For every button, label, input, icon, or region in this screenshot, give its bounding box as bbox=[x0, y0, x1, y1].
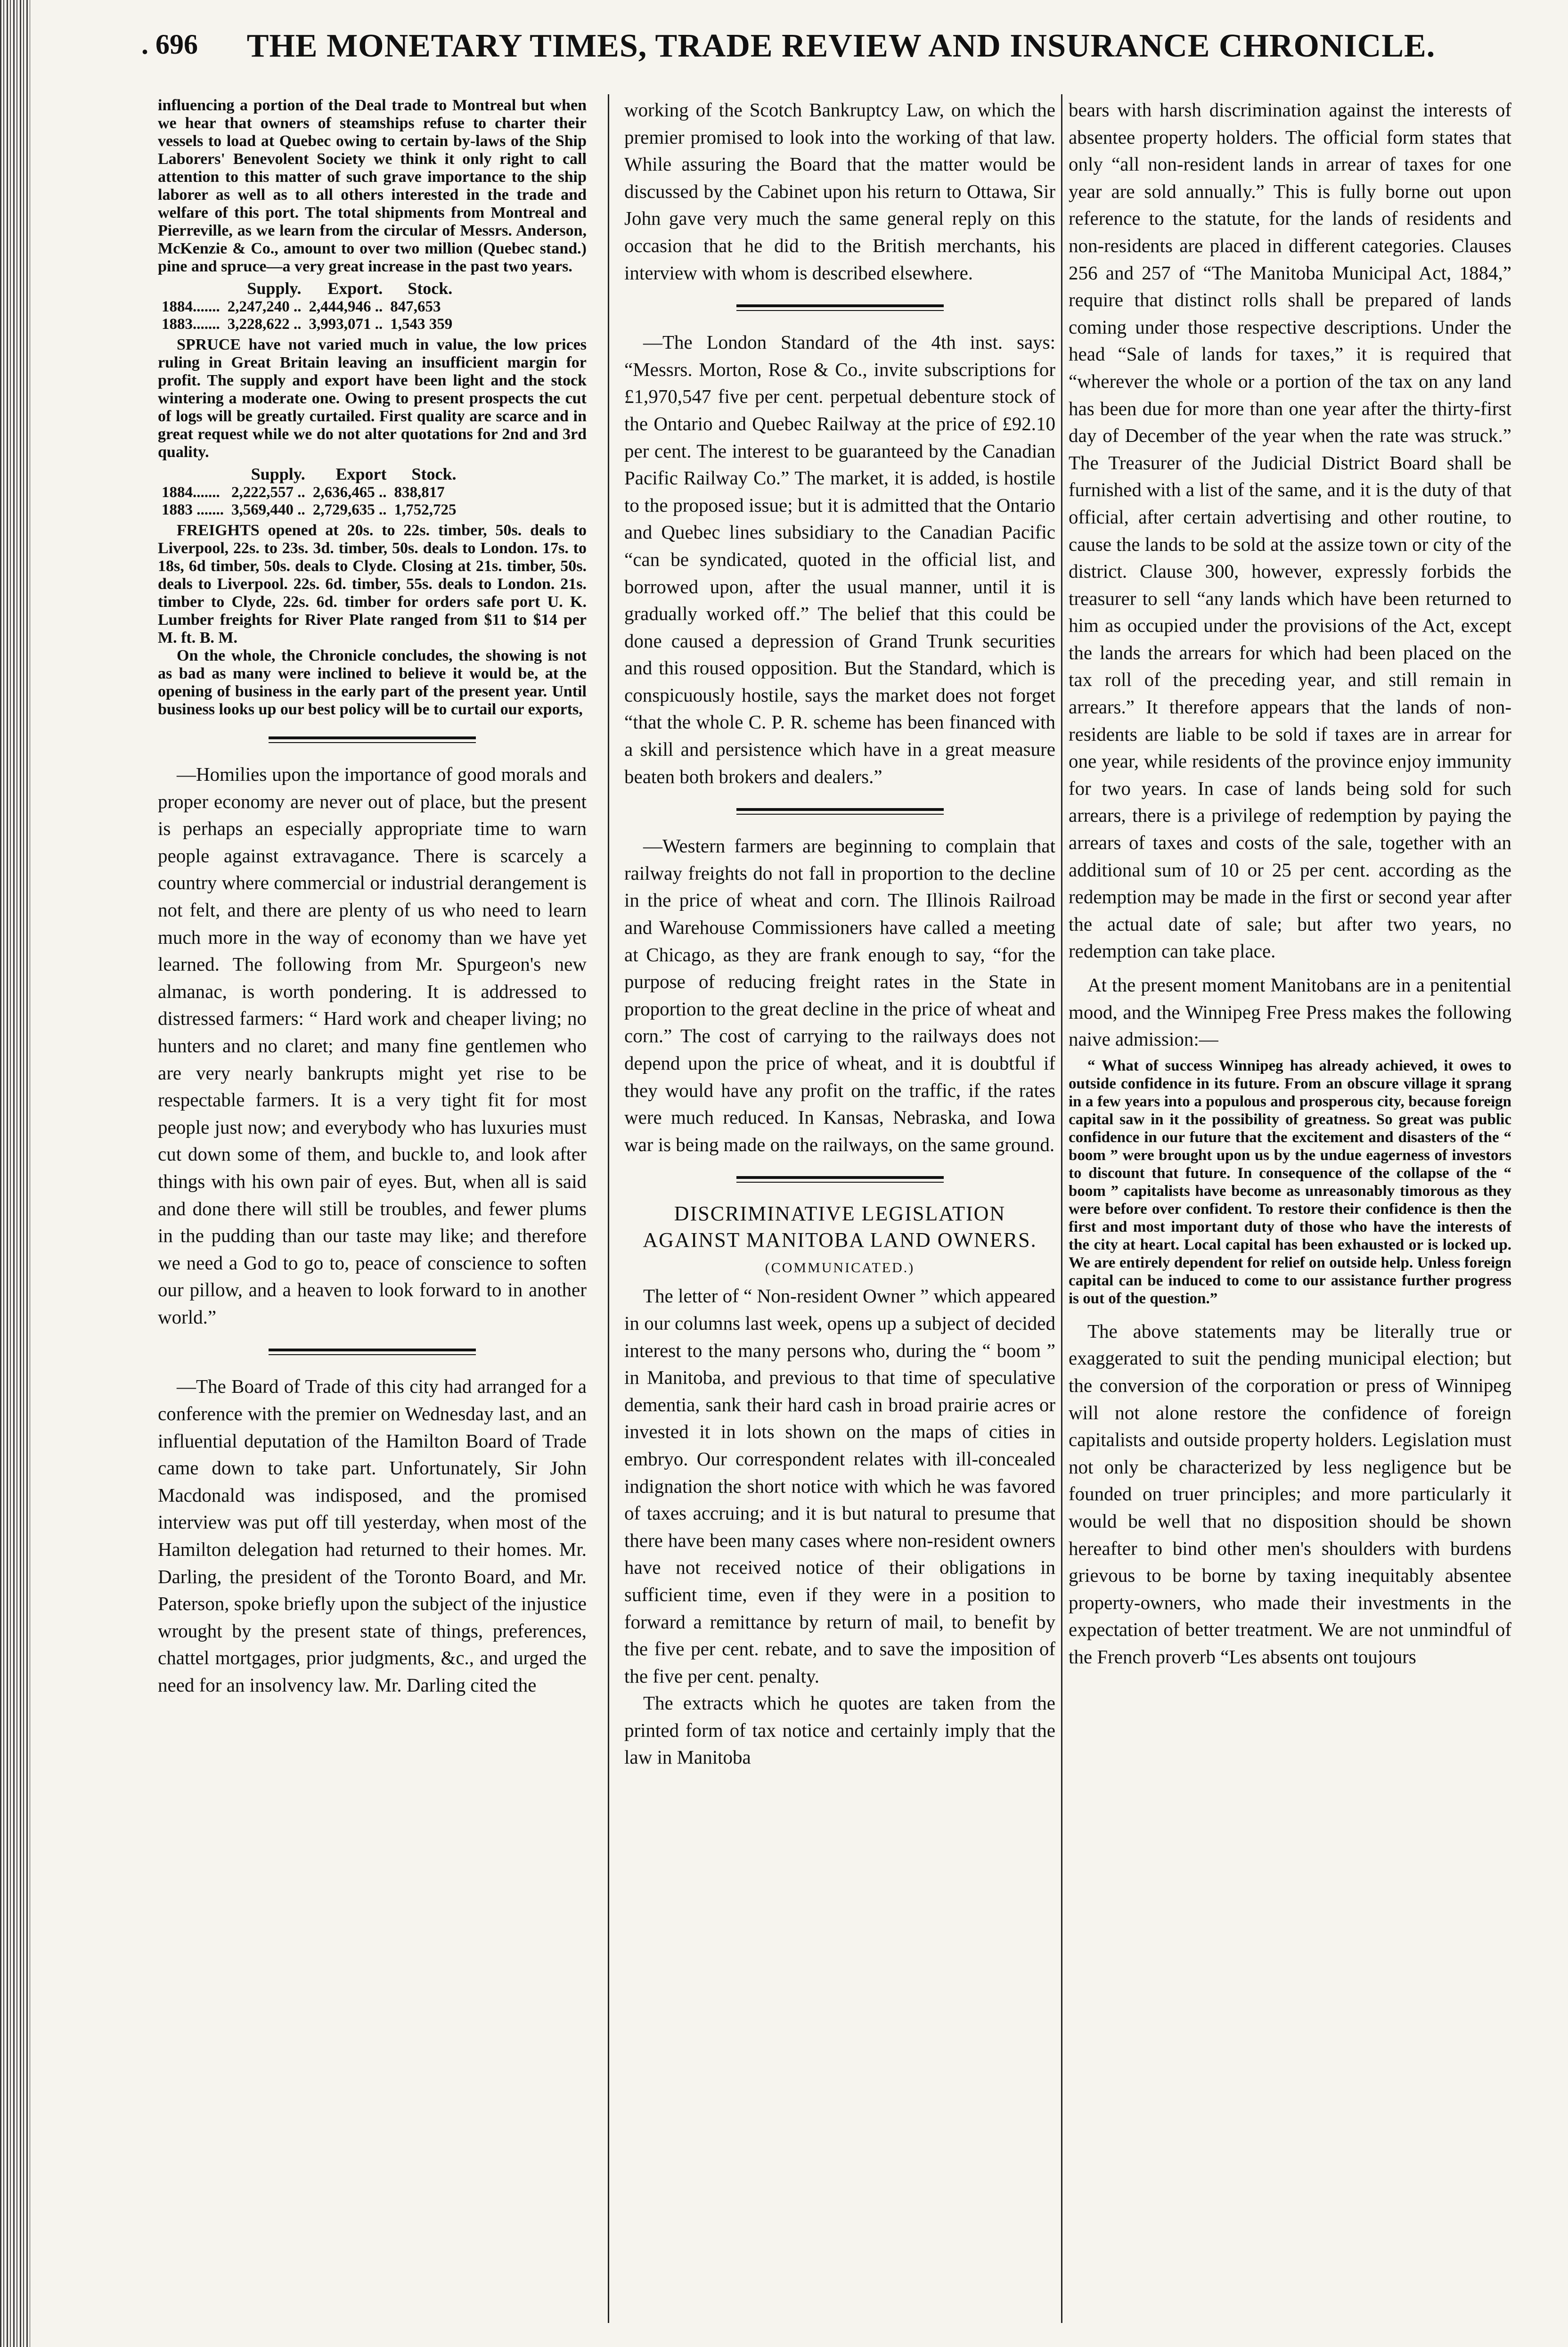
table-header: Supply. bbox=[251, 465, 305, 483]
free-press-quote: “ What of success Winnipeg has already achieved, it owes to outside confidence in its future. From an obscure village it sprang in a few years into a populous and prosperous city, because foreign capital saw in it the possibility of greatness. So great was public confidence in our future that the excitement and disasters of the “ boom ” were brought upon us by the undue eagerness of investors to discount that future. In consequence of the collapse of the “ boom ” capitalists have become as unreasonably timorous as they were before over confident. To restore their confidence is then the first and most important duty of those who have the interests of the city at heart. Local capital has been exhausted or is locked up. We are entirely dependent for relief on outside help. Unless foreign capital can be induced to come to our assistance further progress is out of the question.” bbox=[1069, 1057, 1511, 1307]
table-cell: 1,543 359 bbox=[390, 316, 453, 333]
table-header: Stock. bbox=[411, 465, 457, 483]
table-header: Stock. bbox=[408, 279, 453, 298]
table-header bbox=[158, 278, 224, 298]
penitential-mood-paragraph: At the present moment Manitobans are in a penitential mood, and the Winnipeg Free Press makes the following naive admission:— bbox=[1069, 974, 1511, 1050]
spruce-paragraph: SPRUCE have not varied much in value, the low prices ruling in Great Britain leaving an insufficient margin for profit. The supply and export have been light and the stock wintering a moderate one. Owing to present prospects the cut of logs will be greatly curtailed. First quality are scarce and in great request while we do not alter quotations for 2nd and 3rd quality. bbox=[158, 336, 587, 461]
table-cell: 2,222,557 .. bbox=[231, 484, 305, 501]
western-farmers-paragraph: —Western farmers are beginning to complain that railway freights do not fall in proportion to the decline in the price of wheat and corn. The Illinois Railroad and Warehouse Commissioners have called a meeting at Chicago, as they are frank enough to say, “for the purpose of reducing freight rates in the State in proportion to the great decline in the price of wheat and corn.” The cost of carrying to the railways does not depend upon the price of wheat, and it is doubtful if they would have any profit on the traffic, if the rates were much reduced. In Kansas, Nebraska, and Iowa war is being made on the railways, on the same ground. bbox=[624, 835, 1055, 1155]
column-1 bbox=[158, 97, 587, 2321]
page-number: . 696 bbox=[141, 29, 198, 60]
table-header: Supply. bbox=[247, 279, 302, 298]
deal-trade-paragraph: influencing a portion of the Deal trade to Montreal but when we hear that owners of steamships refuse to charter their vessels to load at Quebec owing to certain by-laws of the Ship Laborers' Benevolent Society we think it only right to call attention to this matter of such grave importance to the ship laborer as well as to all others interested in the trade and welfare of this port. The total shipments from Montreal and Pierreville, as we learn from the circular of Messrs. Anderson, McKenzie & Co., amount to over two million (Quebec stand.) pine and spruce—a very great increase in the past two years. bbox=[158, 97, 587, 275]
column-divider bbox=[608, 94, 609, 2323]
table-cell: 2,444,946 .. bbox=[309, 298, 383, 315]
article-headline: DISCRIMINATIVE LEGISLATION AGAINST MANITOBA LAND OWNERS. bbox=[643, 1202, 1037, 1252]
board-of-trade-paragraph: —The Board of Trade of this city had arranged for a conference with the premier on Wednesday last, and an influential deputation of the Hamilton Board of Trade came down to take part. Unfortunately, Sir John Macdonald was indisposed, and the promised interview was put off till yesterday, when most of the Hamilton delegation had returned to their homes. Mr. Darling, the president of the Toronto Board, and Mr. Paterson, spoke briefly upon the subject of the injustice wrought by the present state of things, preferences, chattel mortgages, prior judgments, &c., and urged the need for an insolvency law. Mr. Darling cited the bbox=[158, 1375, 587, 1696]
table-cell: 2,636,465 .. bbox=[312, 484, 387, 501]
section-separator bbox=[736, 1176, 944, 1183]
table-cell: 3,993,071 .. bbox=[309, 316, 383, 333]
section-separator bbox=[736, 304, 944, 311]
table-cell: 3,228,622 .. bbox=[227, 316, 302, 333]
letter-paragraph: The letter of “ Non-resident Owner ” which appeared in our columns last week, opens up a subject of decided interest to the many persons who, during the “ boom ” in Manitoba, and previous to that time of speculative dementia, sank their hard cash in broad prairie acres or invested it in lots shown on the maps of cities in embryo. Our correspondent relates with ill-concealed indignation the short notice with which he was favored of taxes accruing; and it is but natural to presume that there have been many cases where non-resident owners have not received notice of their obligations in sufficient time, even if they were in a position to forward a remittance by return of mail, to benefit by the five per cent. rebate, and to save the imposition of the five per cent. penalty. bbox=[624, 1285, 1055, 1687]
london-standard-paragraph: —The London Standard of the 4th inst. says: “Messrs. Morton, Rose & Co., invite subscriptions for £1,970,547 five per cent. perpetual debenture stock of the Ontario and Quebec Railway at the price of £92.10 per cent. The interest to be guaranteed by the Canadian Pacific Railway Co.” The market, it is added, is hostile to the proposed issue; but it is admitted that the Ontario and Quebec lines subsidiary to the Canadian Pacific “can be syndicated, quoted in the official list, and borrowed upon, after the usual manner, until it is gradually worked off.” The belief that this could be done caused a depression of Grand Trunk securities and this roused opposition. But the Standard, which is conspicuously hostile, says the market does not forget “that the whole C. P. R. scheme has been financed with a skill and persistence which have in a great measure beaten both brokers and dealers.” bbox=[624, 331, 1055, 787]
freights-paragraph: FREIGHTS opened at 20s. to 22s. timber, 50s. deals to Liverpool, 22s. to 23s. 3d. timber, 50s. deals to London. 17s. to 18s, 6d timber, 50s. deals to Clyde. Closing at 21s. timber, 50s. deals to Liverpool. 22s. 6d. timber, 55s. deals to London. 21s. timber to Clyde, 22s. 6d. timber for orders safe port U. K. Lumber freights for River Plate ranged from $11 to $14 per M. ft. B. M. bbox=[158, 522, 587, 646]
table-header: Export. bbox=[327, 279, 383, 298]
table-row bbox=[158, 316, 456, 333]
homilies-paragraph: —Homilies upon the importance of good morals and proper economy are never out of place, but the present is perhaps an especially appropriate time to warn people against extravagance. There is scarcely a country where commercial or industrial derangement is not felt, and there are plenty of us who need to learn much more in the way of economy than we have yet learned. The following from Mr. Spurgeon's new almanac, is worth pondering. It is addressed to distressed farmers: “ Hard work and cheaper living; no hunters and no claret; and many fine gentlemen who are very nearly bankrupts might yet rise to be respectable farmers. It is a very tight fit for most people just now; and everybody who has luxuries must cut down some of them, and buckle to, and look after things with his own pair of eyes. But, when all is said and done there will still be troubles, and fewer plums in the pudding than our taste may like; and therefore we need a God to go to, peace of conscience to soften our pillow, and a heaven to look forward to in another world.” bbox=[158, 763, 587, 1328]
above-statements-paragraph: The above statements may be literally true or exaggerated to suit the pending municipal election; but the conversion of the corporation or press of Winnipeg will not alone restore the confidence of foreign capitalists and outside property holders. Legislation must not only be characterized by less negligence but be founded on truer principles; and more particularly it would be well that no disposition should be shown hereafter to bind other men's shoulders with burdens grievous to be borne by taxing inequitably absentee property-owners, who made their investments in the expectation of better treatment. We are not unmindful of the French proverb “Les absents ont toujours bbox=[1069, 1320, 1511, 1668]
column-3 bbox=[1069, 97, 1511, 2321]
table-cell: 847,653 bbox=[390, 298, 441, 315]
table-cell: 2,729,635 .. bbox=[312, 501, 387, 518]
binding-edge bbox=[0, 0, 30, 2347]
table-cell: 1,752,725 bbox=[394, 501, 457, 518]
table-cell: 1884....... bbox=[162, 484, 220, 501]
table-cell: 1884....... bbox=[162, 298, 220, 315]
table-header: Export bbox=[335, 465, 387, 483]
section-separator bbox=[269, 736, 476, 743]
column-divider bbox=[1061, 94, 1062, 2323]
table-header bbox=[158, 464, 228, 484]
stats-table-2 bbox=[158, 464, 460, 519]
harsh-discrimination-paragraph: bears with harsh discrimination against the interests of absentee property holders. The official form states that only “all non-resident lands in arrear of taxes for one year are sold annually.” This is fully borne out upon reference to the statute, for the lands of residents and non-residents are placed in different categories. Clauses 256 and 257 of “The Manitoba Municipal Act, 1884,” require that distinct rolls shall be prepared of lands coming under those respective descriptions. Under the head “Sale of lands for taxes,” it is required that “wherever the whole or a portion of the tax on any land has been due for more than one year after the thirty-first day of December of the year when the rate was struck.” The Treasurer of the Judicial District Board shall be furnished with a list of the same, and it is the duty of that official, after certain advertising and other routine, to cause the lands to be sold at the assize town or city of the district. Clause 300, however, expressly forbids the treasurer to sell “any lands which have been returned to him as occupied under the provisions of the Act, except the lands the arrears for which had been placed on the tax roll of the preceding year, and still remain in arrears.” It therefore appears that the lands of non-residents are liable to be sold if taxes are in arrear for one year, while residents of the province enjoy immunity for two years. In case of lands being sold for such arrears, there is a privilege of redemption by paying the arrears of taxes and costs of the sale, together with an additional sum of 10 or 25 per cent. according as the redemption may be made in the first or second year after the actual date of sale; but after two years, no redemption can take place. bbox=[1069, 99, 1511, 962]
page-header bbox=[141, 19, 1456, 71]
section-separator bbox=[269, 1349, 476, 1355]
table-cell: 3,569,440 .. bbox=[231, 501, 305, 518]
table-cell: 1883....... bbox=[162, 316, 220, 333]
chronicle-paragraph: On the whole, the Chronicle concludes, the showing is not as bad as many were inclined to believe it would be, at the opening of business in the early part of the present year. Until business looks up our best policy will be to curtail our exports, bbox=[158, 647, 587, 718]
table-cell: 1883 ....... bbox=[162, 501, 224, 518]
table-row bbox=[158, 484, 460, 501]
section-separator bbox=[736, 808, 944, 815]
masthead: THE MONETARY TIMES, TRADE REVIEW AND INSURANCE CHRONICLE. bbox=[246, 28, 1436, 64]
stats-table-1 bbox=[158, 278, 456, 333]
table-row bbox=[158, 298, 456, 316]
table-cell: 838,817 bbox=[394, 484, 445, 501]
table-row bbox=[158, 501, 460, 519]
column-2 bbox=[624, 97, 1055, 2321]
table-cell: 2,247,240 .. bbox=[227, 298, 302, 315]
scotch-law-paragraph: working of the Scotch Bankruptcy Law, on which the premier promised to look into the working of that law. While assuring the Board that the matter would be discussed by the Cabinet upon his return to Ottawa, Sir John gave very much the same general reply on this occasion that he did to the British merchants, his interview with whom is described elsewhere. bbox=[624, 99, 1055, 284]
extracts-paragraph: The extracts which he quotes are taken from the printed form of tax notice and certainly imply that the law in Manitoba bbox=[624, 1692, 1055, 1768]
communicated-label: (COMMUNICATED.) bbox=[765, 1260, 915, 1276]
